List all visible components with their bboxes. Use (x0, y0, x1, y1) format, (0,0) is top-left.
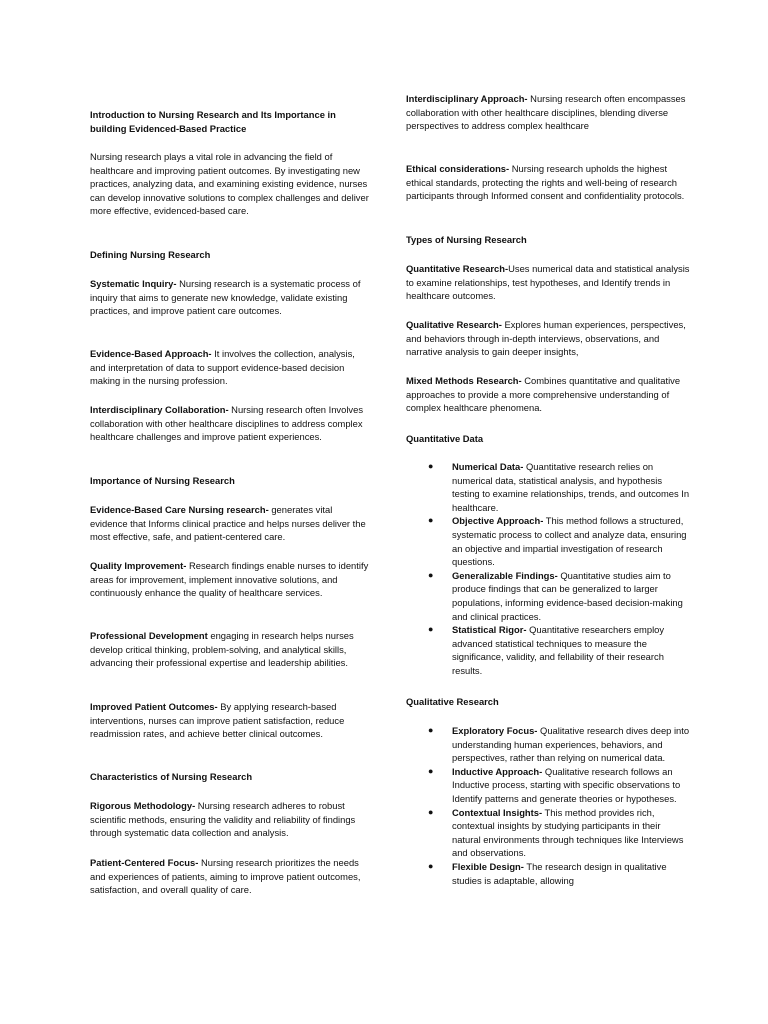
definition-paragraph (90, 347, 372, 388)
section-heading-qualitative: Qualitative Research (406, 696, 499, 707)
list-item (406, 569, 690, 623)
bullet-icon: ● (428, 806, 434, 817)
section-heading-importance: Importance of Nursing Research (90, 475, 235, 486)
paragraph-term: Rigorous Methodology- (90, 800, 196, 811)
paragraph-term: Qualitative Research- (406, 319, 502, 330)
type-paragraph (406, 374, 690, 415)
list-item (406, 724, 690, 765)
list-item-term: Statistical Rigor- (452, 624, 527, 636)
characteristic-paragraph (90, 799, 372, 840)
list-item (406, 860, 690, 887)
paragraph-text: Nursing research upholds the highest ethical standards, protecting the rights and well-being of research participants through Informed consent and confidentiality protocols. (406, 163, 685, 202)
paragraph-text: Nursing research often encompasses collaboration with other healthcare disciplines, blending diverse perspectives to address complex healthcare (406, 93, 686, 132)
paragraph-text: Nursing research prioritizes the needs and experiences of patients, aiming to improve patient outcomes, satisfaction, and overall quality of care. (90, 857, 361, 896)
importance-paragraph (90, 700, 372, 741)
importance-paragraph (90, 503, 372, 544)
type-paragraph (406, 318, 690, 359)
bullet-icon: ● (428, 860, 434, 871)
definition-paragraph (90, 277, 372, 318)
paragraph-term: Ethical considerations- (406, 163, 510, 174)
intro-paragraph: Nursing research plays a vital role in advancing the field of healthcare and improving patient outcomes. By investigating new practices, analyzing data, and examining existing evidence, nurses can develop innovative solutions to complex challenges and deliver more effective, evidenced-based care. (90, 151, 369, 217)
list-item-term: Numerical Data- (452, 461, 524, 472)
bullet-icon: ● (428, 515, 434, 526)
paragraph-text: Nursing research is a systematic process of inquiry that aims to generate new knowledge, validate existing practices, and improve patient care outcomes. (90, 278, 361, 317)
paragraph-term: Quantitative Research- (406, 263, 509, 274)
bullet-icon: ● (428, 461, 434, 471)
list-item (406, 514, 690, 568)
bullet-icon: ● (428, 765, 434, 776)
list-item-text: Qualitative research dives deep into understanding human experiences, behaviors, and perspectives, rather than relying on numerical data. (452, 725, 690, 764)
list-item-text: Qualitative research follows an Inductive process, starting with specific observations to Identify patterns and generate theories or hypotheses. (452, 765, 681, 804)
paragraph-term: Improved Patient Outcomes- (90, 701, 218, 712)
paragraph-text: Research findings enable nurses to identify areas for improvement, implement innovative solutions, and continuously enhance the quality of healthcare services. (90, 560, 369, 599)
bullet-icon: ● (428, 624, 434, 635)
list-item (406, 765, 690, 806)
paragraph-term: Quality Improvement- (90, 560, 187, 571)
list-item (406, 460, 690, 514)
document-title: Introduction to Nursing Research and Its Importance in building Evidenced-Based Practice (90, 109, 336, 134)
paragraph-text: Explores human experiences, perspectives, and behaviors through in-depth interviews, observations, and narrative analysis to gain deeper insights, (406, 319, 686, 358)
paragraph-text: Combines quantitative and qualitative approaches to provide a more comprehensive understanding of complex healthcare phenomena. (406, 375, 681, 414)
paragraph-text: engaging in research helps nurses develop critical thinking, problem-solving, and analytical skills, advancing their professional expertise and leadership abilities. (90, 630, 354, 669)
list-item-text: Quantitative researchers employ advanced statistical techniques to measure the significance, validity, and fellability of their research results. (452, 624, 665, 676)
bullet-icon: ● (428, 569, 434, 580)
list-item-term: Inductive Approach- (452, 765, 543, 777)
type-paragraph (406, 262, 690, 303)
list-item-term: Exploratory Focus- (452, 725, 538, 736)
list-item-term: Flexible Design- (452, 860, 524, 872)
importance-paragraph (90, 629, 372, 670)
characteristic-paragraph (406, 162, 690, 203)
paragraph-term: Patient-Centered Focus- (90, 857, 199, 868)
section-heading-quantitative: Quantitative Data (406, 433, 484, 444)
list-item-text: Quantitative studies aim to produce findings that can be generalized to larger populations, informing evidence-based decision-making and clinical practices. (452, 569, 683, 622)
section-heading-types: Types of Nursing Research (406, 234, 527, 245)
list-item (406, 806, 690, 860)
bullet-icon: ● (428, 725, 434, 735)
paragraph-term: Systematic Inquiry- (90, 278, 177, 289)
importance-paragraph (90, 559, 372, 600)
paragraph-term: Interdisciplinary Collaboration- (90, 404, 229, 415)
paragraph-text: Nursing research adheres to robust scientific methods, ensuring the validity and reliability of findings through systematic data collection and analysis. (90, 800, 356, 839)
list-item-text: Quantitative research relies on numerical data, statistical analysis, and hypothesis testing to examine relationships, trends, and outcomes In healthcare. (452, 461, 690, 513)
list-item-term: Generalizable Findings- (452, 569, 558, 581)
list-item-term: Contextual Insights- (452, 806, 543, 818)
paragraph-term: Evidence-Based Approach- (90, 348, 212, 359)
paragraph-term: Interdisciplinary Approach- (406, 93, 528, 104)
section-heading-characteristics: Characteristics of Nursing Research (90, 771, 253, 782)
paragraph-text: generates vital evidence that Informs clinical practice and helps nurses deliver the most effective, safe, and patient-centered care. (90, 504, 366, 543)
definition-paragraph (90, 403, 372, 444)
list-item-term: Objective Approach- (452, 515, 544, 527)
list-item-text: The research design in qualitative studies is adaptable, allowing (452, 860, 667, 886)
list-item (406, 623, 690, 677)
paragraph-term: Evidence-Based Care Nursing research- (90, 504, 269, 515)
characteristic-paragraph (406, 92, 690, 133)
paragraph-text: Nursing research often Involves collaboration with other healthcare disciplines to address complex healthcare challenges and improve patient experiences. (90, 404, 364, 443)
paragraph-text: It involves the collection, analysis, and interpretation of data to support evidence-based decision making in the nursing profession. (90, 348, 355, 387)
qualitative-bullet-list (406, 724, 690, 887)
list-item-text: This method follows a structured, systematic process to collect and analyze data, ensuring an objective and impartial investigation of research questions. (452, 515, 687, 568)
paragraph-term: Mixed Methods Research- (406, 375, 522, 386)
characteristic-paragraph (90, 856, 372, 897)
quantitative-bullet-list (406, 460, 690, 678)
paragraph-term: Professional Development (90, 630, 208, 641)
list-item-text: This method provides rich, contextual insights by studying participants in their natural environments through techniques like Interviews and observations. (452, 806, 684, 859)
paragraph-text: By applying research-based interventions, nurses can improve patient satisfaction, reduce readmission rates, and achieve better clinical outcomes. (90, 701, 345, 740)
section-heading-defining: Defining Nursing Research (90, 249, 211, 260)
paragraph-text: Uses numerical data and statistical analysis to examine relationships, test hypotheses, and Identify trends in healthcare outcomes. (406, 263, 690, 302)
